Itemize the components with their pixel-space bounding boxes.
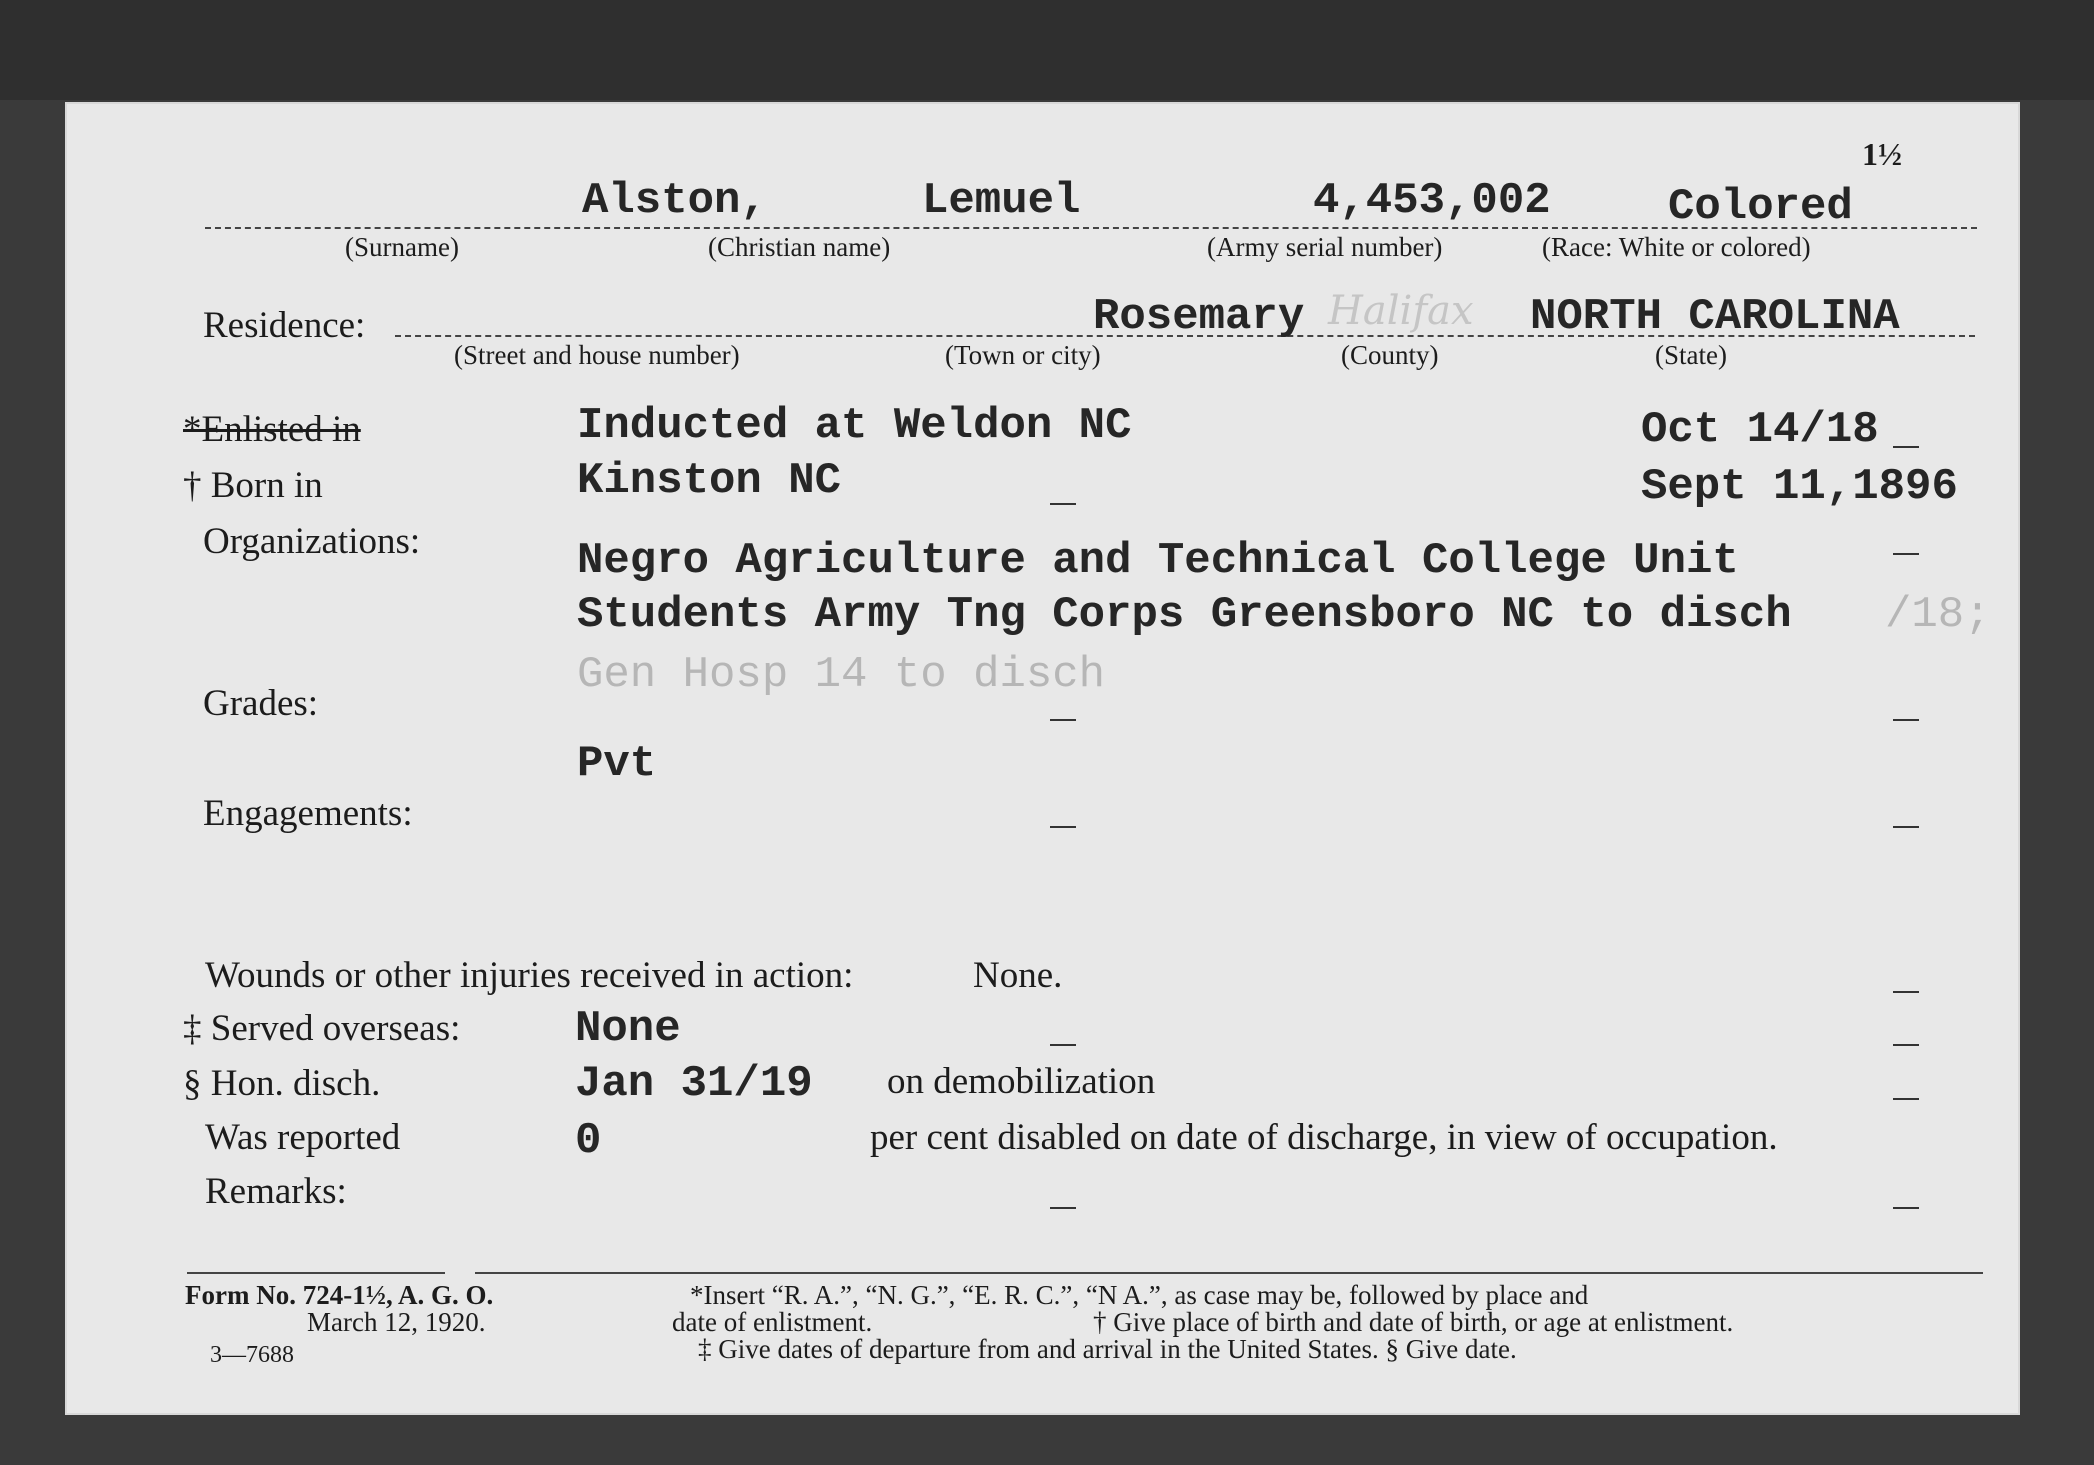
town-caption: (Town or city): [945, 340, 1101, 370]
christian-name-value: Lemuel: [922, 176, 1081, 226]
footnote-line-1: *Insert “R. A.”, “N. G.”, “E. R. C.”, “N A.”, as case may be, followed by place and: [690, 1280, 1589, 1310]
overseas-value: None: [575, 1004, 681, 1054]
born-date: Sept 11,1896: [1641, 462, 1958, 512]
race-value: Colored: [1668, 182, 1853, 232]
surname-caption: (Surname): [345, 232, 459, 262]
born-value: Kinston NC: [577, 456, 842, 506]
card-number: 1½: [1862, 136, 1902, 172]
discharge-date: Jan 31/19: [575, 1059, 813, 1109]
print-code: 3—7688: [210, 1342, 294, 1368]
enlisted-date-dash: [1893, 446, 1919, 448]
overseas-dash: [1893, 1044, 1919, 1046]
remarks-dash-mid: [1050, 1207, 1076, 1209]
footer-rule-left: [187, 1272, 445, 1274]
wounds-label: Wounds or other injuries received in action:: [205, 955, 854, 996]
grades-dash-mid: [1050, 719, 1076, 721]
overseas-dash-mid: [1050, 1044, 1076, 1046]
footer-rule-right: [475, 1272, 1983, 1274]
grades-value: Pvt: [577, 739, 657, 789]
surname-value: Alston,: [582, 176, 767, 226]
footnote-line-2b: † Give place of birth and date of birth, or age at enlistment.: [1093, 1307, 1734, 1337]
reported-text: per cent disabled on date of discharge, in view of occupation.: [870, 1117, 1778, 1158]
county-caption: (County): [1341, 340, 1439, 370]
serial-number-caption: (Army serial number): [1207, 232, 1443, 262]
wounds-dash: [1893, 991, 1919, 993]
organizations-label: Organizations:: [203, 521, 421, 562]
state-caption: (State): [1655, 340, 1727, 370]
residence-town: Rosemary: [1093, 292, 1305, 342]
christian-name-caption: (Christian name): [708, 232, 891, 262]
footnote-line-2a: date of enlistment.: [672, 1307, 873, 1337]
reported-value: 0: [575, 1116, 602, 1166]
enlisted-date: Oct 14/18: [1641, 405, 1879, 455]
organization-line-2: Students Army Tng Corps Greensboro NC to disch: [577, 590, 1792, 640]
organization-line-3: Gen Hosp 14 to disch: [577, 650, 1106, 700]
organization-line-2-faint: /18;: [1885, 590, 1991, 640]
serial-number-value: 4,453,002: [1313, 176, 1551, 226]
form-date: March 12, 1920.: [307, 1307, 486, 1337]
footnote-line-3: ‡ Give dates of departure from and arrival in the United States. § Give date.: [698, 1334, 1517, 1364]
engagements-dash: [1893, 826, 1919, 828]
street-caption: (Street and house number): [454, 340, 740, 370]
residence-state: NORTH CAROLINA: [1530, 292, 1900, 342]
wounds-value: None.: [973, 955, 1063, 996]
engagements-dash-mid: [1050, 826, 1076, 828]
form-number: Form No. 724-1½, A. G. O.: [185, 1280, 494, 1310]
enlisted-value: Inducted at Weldon NC: [577, 401, 1132, 451]
reported-label: Was reported: [205, 1117, 401, 1158]
overseas-label: ‡ Served overseas:: [183, 1008, 461, 1049]
organization-line-1: Negro Agriculture and Technical College Unit: [577, 536, 1739, 586]
born-dash: [1050, 503, 1076, 505]
engagements-label: Engagements:: [203, 793, 413, 834]
grades-label: Grades:: [203, 683, 319, 724]
grades-dash: [1893, 719, 1919, 721]
remarks-label: Remarks:: [205, 1171, 347, 1212]
service-record-card: [65, 102, 2020, 1415]
scan-background: [0, 0, 2094, 100]
remarks-dash: [1893, 1207, 1919, 1209]
discharge-note: on demobilization: [887, 1061, 1156, 1102]
discharge-dash: [1893, 1098, 1919, 1100]
residence-label: Residence:: [203, 305, 366, 346]
born-label: † Born in: [183, 465, 323, 506]
discharge-label: § Hon. disch.: [183, 1063, 381, 1104]
organizations-dash: [1893, 553, 1919, 555]
race-caption: (Race: White or colored): [1542, 232, 1811, 262]
residence-county-handwritten: Halifax: [1328, 288, 1474, 334]
enlisted-label: *Enlisted in: [183, 409, 361, 450]
